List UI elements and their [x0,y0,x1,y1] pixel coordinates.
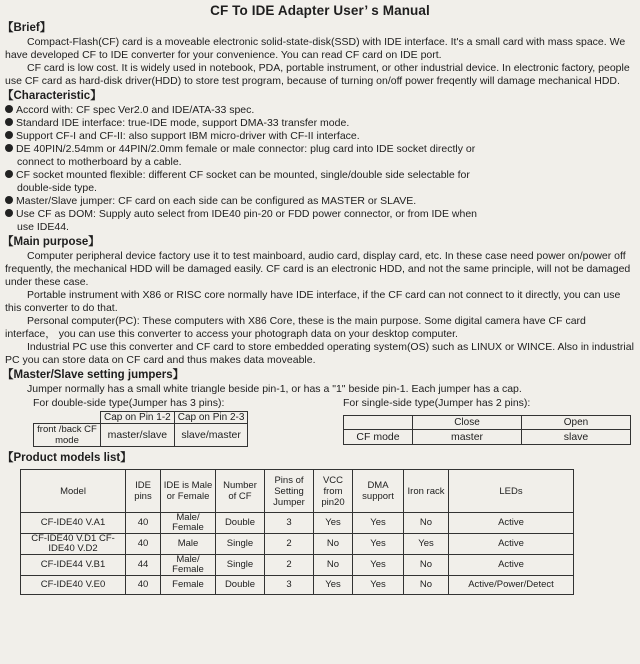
characteristic-text: CF socket mounted flexible: different CF socket can be mounted, single/double side selectable for [16,169,470,181]
characteristic-text: Master/Slave jumper: CF card on each side can be configured as MASTER or SLAVE. [16,195,417,207]
purpose-paragraph-2: Portable instrument with X86 or RISC core normally have IDE interface, if the CF card can not connect to it directly, you can use this converter to do that. [5,289,621,314]
table-cell: 40 [126,513,161,534]
purpose-paragraph-3: Personal computer(PC): These computers with X86 Core, these is the main purpose. Some digital camera have CF card interface， you can use this converter to access your photograph data on your desktop computer. [5,315,586,340]
double-value-1: master/slave [101,424,175,447]
table-cell: Active [449,555,574,576]
bullet-icon [5,170,13,178]
table-cell: 40 [126,534,161,555]
table-row [21,513,574,534]
characteristic-continuation: use IDE44. [17,221,69,233]
characteristic-text: Accord with: CF spec Ver2.0 and IDE/ATA-33 spec. [16,104,255,116]
column-header: Iron rack [404,470,449,513]
table-cell: Yes [353,534,404,555]
table-cell: 40 [126,576,161,595]
table-cell: Yes [314,513,353,534]
table-cell: Single [216,555,265,576]
characteristic-item [5,195,637,208]
characteristic-text: Support CF-I and CF-II: also support IBM micro-driver with CF-II interface. [16,130,360,142]
single-header-1: Close [413,416,522,430]
empty-cell [344,416,413,430]
column-header: VCC from pin20 [314,470,353,513]
characteristic-text: DE 40PIN/2.54mm or 44PIN/2.0mm female or male connector: plug card into IDE socket directly or [16,143,476,155]
table-cell: 44 [126,555,161,576]
characteristic-text: Use CF as DOM: Supply auto select from IDE40 pin-20 or FDD power connector, or from IDE when [16,208,478,220]
table-cell: Male [161,534,216,555]
table-cell: No [314,534,353,555]
column-header: IDE is Male or Female [161,470,216,513]
table-cell: No [404,555,449,576]
product-models-table [20,469,574,595]
table-cell: Active [449,534,574,555]
table-cell: Male/ Female [161,513,216,534]
characteristic-heading: 【Characteristic】 [2,90,102,102]
double-side-caption: For double-side type(Jumper has 3 pins): [33,397,225,409]
table-cell: Yes [314,576,353,595]
single-header-2: Open [522,416,631,430]
table-cell: CF-IDE40 V.D1 CF-IDE40 V.D2 [21,534,126,555]
brief-paragraph-2: CF card is low cost. It is widely used in notebook, PDA, portable instrument, or other industrial device. In electronic factory, people use CF card as hard-disk driver(HDD) to store test program, because of turning on/off power freqently will damage mechanical HDD. [5,62,630,87]
characteristic-item [5,208,637,234]
brief-heading: 【Brief】 [2,22,52,34]
column-header: Number of CF [216,470,265,513]
column-header: DMA support [353,470,404,513]
single-side-table [343,415,631,445]
table-cell: Female [161,576,216,595]
column-header: IDE pins [126,470,161,513]
table-row [21,576,574,595]
table-cell: Yes [353,576,404,595]
table-cell: Double [216,576,265,595]
double-header-2: Cap on Pin 2-3 [174,412,248,424]
bullet-icon [5,196,13,204]
column-header: Pins of Setting Jumper [265,470,314,513]
column-header: LEDs [449,470,574,513]
table-row [21,555,574,576]
table-cell: No [404,576,449,595]
table-cell: Male/ Female [161,555,216,576]
double-side-block [0,397,340,447]
single-value-1: master [413,430,522,445]
table-cell: CF-IDE40 V.E0 [21,576,126,595]
jumpers-heading: 【Master/Slave setting jumpers】 [2,369,185,381]
purpose-paragraph-4: Industrial PC use this converter and CF card to store embedded operating system(OS) such as LINUX or WINCE. Also in industrial PC you can store data on CF card and thus makes data moveable. [5,341,634,366]
table-cell: No [314,555,353,576]
single-value-2: slave [522,430,631,445]
brief-paragraph-1: Compact-Flash(CF) card is a moveable electronic solid-state-disk(SSD) with IDE interface. It's a small card with mass space. We have developed CF to IDE converter for your convenience. You can read CF card on IDE port. [5,36,626,61]
characteristic-item [5,104,637,117]
table-cell: CF-IDE44 V.B1 [21,555,126,576]
table-cell: Active/Power/Detect [449,576,574,595]
characteristic-item [5,143,637,169]
table-cell: Double [216,513,265,534]
double-side-table [33,411,248,447]
characteristic-list [0,104,640,234]
table-cell: 3 [265,576,314,595]
characteristic-item [5,169,637,195]
single-side-caption: For single-side type(Jumper has 2 pins): [343,397,531,409]
bullet-icon [5,131,13,139]
single-side-block [340,397,640,447]
table-cell: Active [449,513,574,534]
table-header-row [21,470,574,513]
bullet-icon [5,144,13,152]
bullet-icon [5,209,13,217]
table-row [21,534,574,555]
products-heading: 【Product models list】 [2,452,132,464]
main-purpose-heading: 【Main purpose】 [2,236,100,248]
characteristic-continuation: connect to motherboard by a cable. [17,156,182,168]
column-header: Model [21,470,126,513]
characteristic-text: Standard IDE interface: true-IDE mode, support DMA-33 transfer mode. [16,117,350,129]
table-cell: Yes [353,555,404,576]
bullet-icon [5,118,13,126]
table-cell: No [404,513,449,534]
characteristic-continuation: double-side type. [17,182,97,194]
table-cell: 2 [265,534,314,555]
table-cell: CF-IDE40 V.A1 [21,513,126,534]
double-row-label: front /back CF mode [34,424,101,447]
characteristic-item [5,117,637,130]
double-value-2: slave/master [174,424,248,447]
jumpers-intro: Jumper normally has a small white triangle beside pin-1, or has a "1" beside pin-1. Each jumper has a cap. [27,383,522,395]
table-cell: Single [216,534,265,555]
empty-cell [34,412,101,424]
purpose-paragraph-1: Computer peripheral device factory use it to test mainboard, audio card, display card, etc. In these case need power on/power off frequently, the mechanical HDD will be damaged easily. CF card is an electronic HDD, and not the same principle, will not be damaged under these case. [5,250,631,288]
page-title: CF To IDE Adapter User’ s Manual [210,3,430,18]
table-cell: 2 [265,555,314,576]
jumper-tables-row [0,397,640,447]
single-row-label: CF mode [344,430,413,445]
double-header-1: Cap on Pin 1-2 [101,412,175,424]
bullet-icon [5,105,13,113]
table-cell: Yes [353,513,404,534]
characteristic-item [5,130,637,143]
table-cell: Yes [404,534,449,555]
table-cell: 3 [265,513,314,534]
